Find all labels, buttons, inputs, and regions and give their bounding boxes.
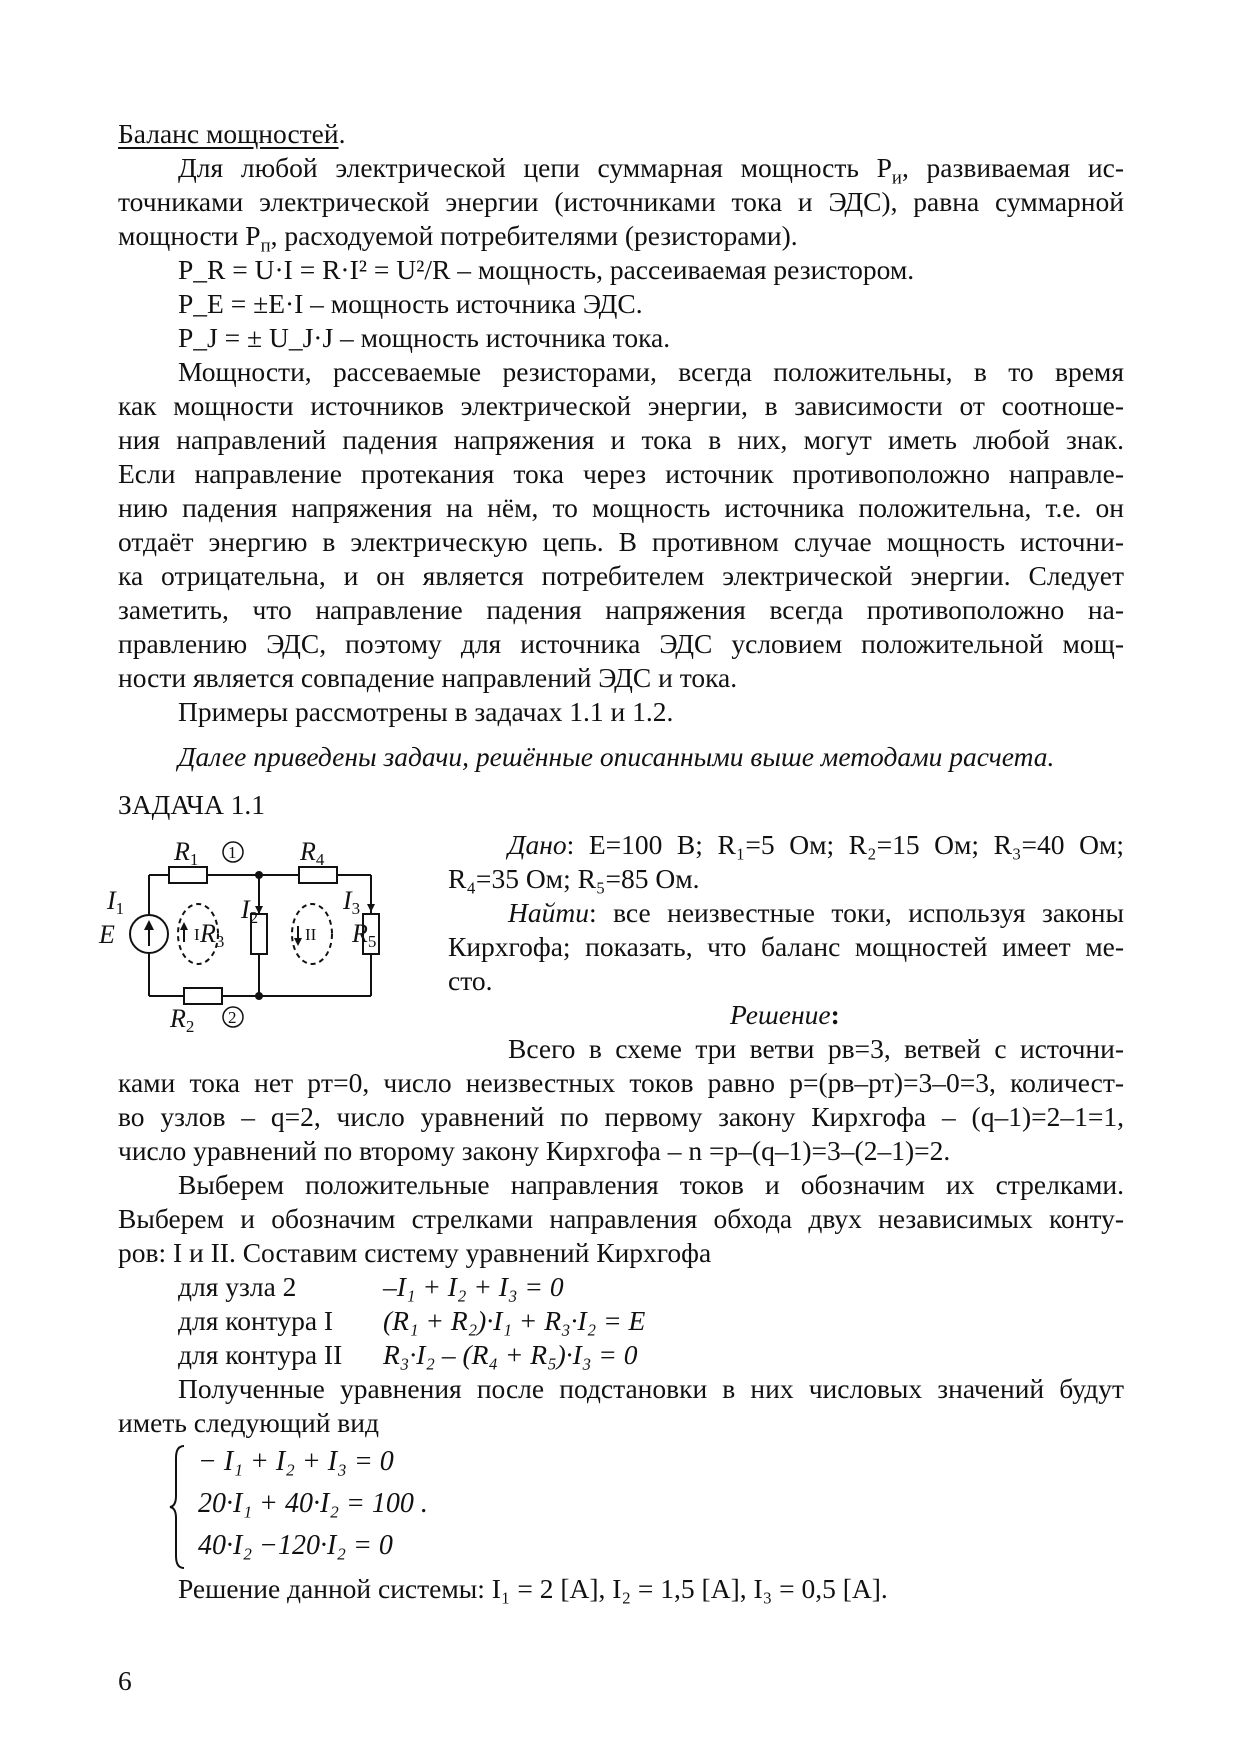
solution-line-1: Всего в схеме три ветви pв=3, ветвей с источни- (508, 1033, 1124, 1064)
solution-line: ками тока нет pт=0, число неизвестных токов равно p=(pв–pт)=3–0=3, количест- (118, 1067, 1124, 1098)
formula-current-source: P_J = ± U_J·J – мощность источника тока. (178, 322, 671, 353)
label-e: E (99, 920, 115, 949)
para4-line: Полученные уравнения после подстановки в них числовых значений будут (178, 1373, 1124, 1404)
examples-line: Примеры рассмотрены в задачах 1.1 и 1.2. (178, 696, 674, 727)
intro-line-1: Для любой электрической цепи суммарная мощность $P_и$, развиваемая ис- (178, 152, 1124, 189)
label-r2: R2 (170, 1004, 195, 1036)
find-line-1: Найти: все неизвестные токи, используя законы (508, 897, 1124, 928)
para2-line: Мощности, рассеваемые резисторами, всегда положительны, в то время (178, 356, 1124, 387)
label-r4: R4 (300, 837, 325, 869)
equation-label: для контура II (178, 1339, 343, 1370)
equation-label: для узла 2 (178, 1271, 297, 1302)
label-r1: R1 (174, 837, 199, 869)
equation: (R₁ + R₂)·I₁ + R₃·I₂ = E (383, 1305, 646, 1336)
equation: –I₁ + I₂ + I₃ = 0 (383, 1271, 564, 1302)
para2-line: ности является совпадение направлений ЭДС и тока. (118, 662, 738, 693)
label-r3: R3 (200, 919, 225, 951)
find-line-2: Кирхгофа; показать, что баланс мощностей имеет ме- (448, 931, 1124, 962)
system-brace (168, 1444, 188, 1570)
label-r5: R5 (352, 919, 377, 951)
page-number: 6 (118, 1665, 132, 1696)
result-line: Решение данной системы: I₁ = 2 [А], I₂ = 1,5 [А], I₃ = 0,5 [А]. (178, 1573, 888, 1604)
para2-line: заметить, что направление падения напряжения всегда противоположно на- (118, 594, 1124, 625)
system-equation: 40·I₂ −120·I₂ = 0 (198, 1530, 393, 1561)
para3-line: ров: I и II. Составим систему уравнений Кирхгофа (118, 1237, 712, 1268)
para3-line: Выберем и обозначим стрелками направления обхода двух независимых конту- (118, 1203, 1124, 1234)
intro-line-2: точниками электрической энергии (источниками тока и ЭДС), равна суммарной (118, 186, 1124, 217)
para2-line: ка отрицательна, и он является потребителем электрической энергии. Следует (118, 560, 1124, 591)
italic-note: Далее приведены задачи, решённые описанными выше методами расчета. (178, 741, 1055, 772)
para4-line: иметь следующий вид (118, 1407, 379, 1438)
find-line-3: сто. (448, 965, 493, 996)
para2-line: правлению ЭДС, поэтому для источника ЭДС условием положительной мощ- (118, 628, 1124, 659)
para2-line: ния направлений падения напряжения и тока в них, могут иметь любой знак. (118, 424, 1124, 455)
system-equation: 20·I₁ + 40·I₂ = 100 . (198, 1488, 428, 1519)
label-loop-1: I (194, 925, 200, 944)
para2-line: отдаёт энергию в электрическую цепь. В противном случае мощность источни- (118, 526, 1124, 557)
label-loop-2: II (305, 925, 317, 944)
solution-heading: Решение: (730, 999, 840, 1030)
given-line-1: Дано: E=100 В; R₁=5 Ом; R₂=15 Ом; R₃=40 Ом; (508, 829, 1124, 860)
label-i3: I3 (343, 886, 361, 918)
equation-label: для контура I (178, 1305, 334, 1336)
formula-emf: P_E = ±E·I – мощность источника ЭДС. (178, 288, 643, 319)
system-equation: − I₁ + I₂ + I₃ = 0 (198, 1446, 394, 1477)
given-line-2: R₄=35 Ом; R₅=85 Ом. (448, 863, 700, 894)
equation: R₃·I₂ – (R₄ + R₅)·I₃ = 0 (383, 1339, 638, 1370)
formula-resistor: P_R = U·I = R·I² = U²/R – мощность, рассеиваемая резистором. (178, 254, 915, 285)
label-i1: I1 (107, 886, 125, 918)
solution-line: во узлов – q=2, число уравнений по первому закону Кирхгофа – (q–1)=2–1=1, (118, 1101, 1124, 1132)
circuit-diagram (99, 830, 444, 1040)
solution-line: число уравнений по второму закону Кирхгофа – n =p–(q–1)=3–(2–1)=2. (118, 1135, 951, 1166)
para2-line: Если направление протекания тока через источник противоположно направле- (118, 458, 1124, 489)
task-title: ЗАДАЧА 1.1 (118, 789, 266, 820)
para2-line: нию падения напряжения на нём, то мощность источника положительна, т.е. он (118, 492, 1124, 523)
para2-line: как мощности источников электрической энергии, в зависимости от соотноше- (118, 390, 1124, 421)
label-node-1: 1 (228, 843, 237, 862)
label-node-2: 2 (228, 1008, 237, 1027)
para3-line: Выберем положительные направления токов и обозначим их стрелками. (178, 1169, 1124, 1200)
section-title: Баланс мощностей. (118, 118, 346, 149)
label-i2: I2 (241, 895, 259, 927)
intro-line-3: мощности $P_п$, расходуемой потребителями (резисторами). (118, 220, 798, 257)
